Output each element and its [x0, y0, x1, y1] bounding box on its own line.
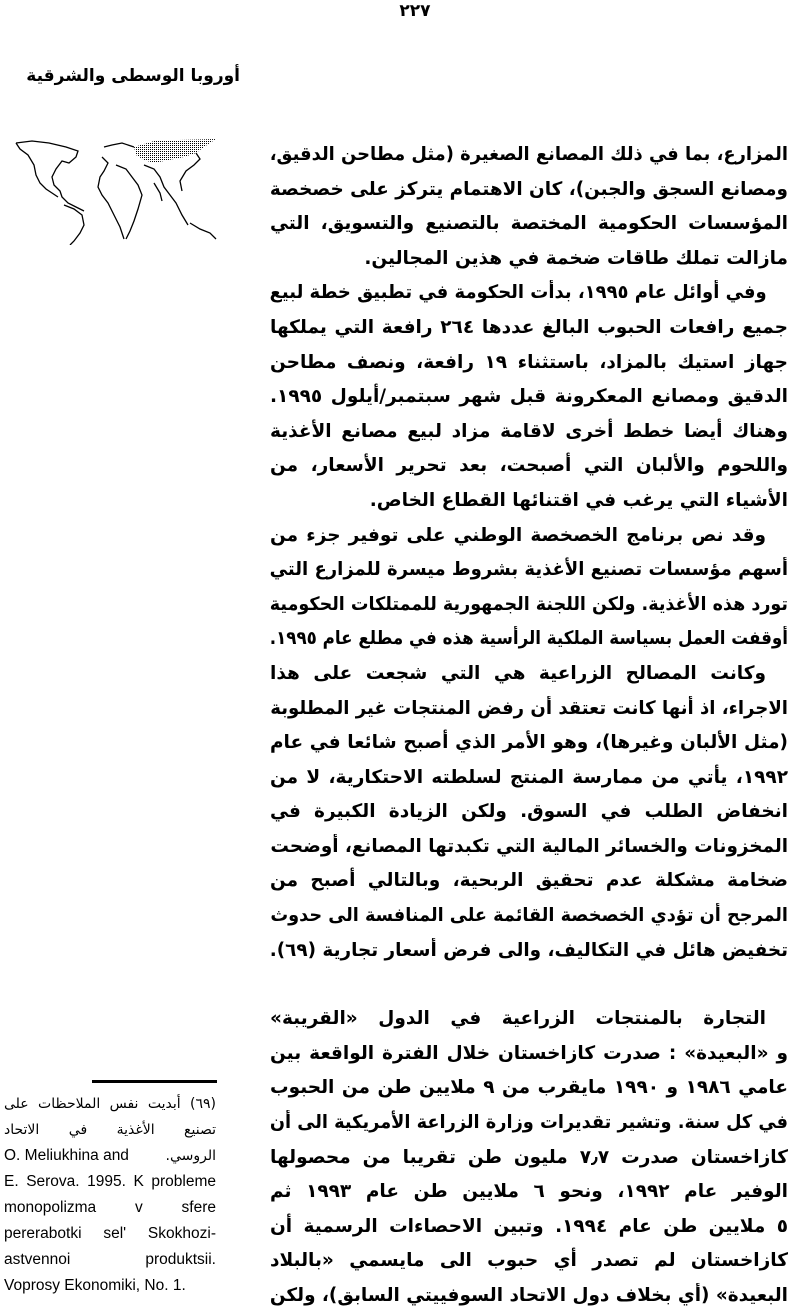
text-line [270, 1037, 788, 1072]
text-line: ٥ ملايين طن عام ١٩٩٤. وتبين الاحصاءات الرسمية أن [270, 1215, 788, 1237]
footnote-text: O. Meliukhina and [4, 1147, 129, 1164]
world-map-icon [4, 135, 219, 245]
page-number: ٢٢٧ [399, 1, 431, 21]
text-line: تورد هذه الأغذية. ولكن اللجنة الجمهورية للممتلكات الحكومية [269, 593, 788, 615]
text-line: وقد نص برنامج الخصخصة الوطني على توفير جزء من [270, 524, 766, 546]
text-line: ضخامة مشكلة عدم تحقيق الربحية، وبالتالي أصبح من [270, 870, 788, 892]
text-line: كازاخستان صدرت ٧٫٧ مليون طن تقريبا من محصولها [270, 1146, 789, 1168]
text-line: كازاخستان لم تصدر أي حبوب الى مايسمي «بالبلاد [270, 1250, 788, 1272]
footnote-rule [92, 1080, 217, 1083]
text-line: ومصانع السجق والجبن)، كان الاهتمام يتركز على خصخصة [269, 178, 788, 200]
paragraph [270, 519, 788, 657]
text-line: أسهم مؤسسات تصنيع الأغذية بشروط ميسرة للمزارع التي [269, 559, 788, 581]
text-line: المؤسسات الحكومية المختصة بالتصنيع والتسويق، التي [270, 213, 788, 235]
footnote-line: (٦٩) أبديت نفس الملاحظات على [4, 1096, 216, 1112]
text-line: أوقفت العمل بسياسة الملكية الرأسية هذه في مطلع عام ١٩٩٥. [269, 628, 788, 650]
text-line: الوفير عام ١٩٩٢، ونحو ٦ ملايين طن عام ١٩٩٣ ثم [270, 1181, 788, 1203]
text-line: تخفيض هائل في التكاليف، والى فرض أسعار تجارية (٦٩). [269, 939, 788, 961]
text-line: الأشياء التي يرغب في اقتنائها القطاع الخاص. [369, 489, 788, 511]
text-line: المزارع، بما في ذلك المصانع الصغيرة (مثل مطاحن الدقيق، [269, 144, 788, 165]
paragraph [270, 138, 788, 276]
section [270, 1002, 788, 1313]
text-line: الاجراء، اذ أنها كانت تعتقد أن رفض المنتجات غير المطلوبة [270, 697, 788, 719]
section-heading-continued: و «البعيدة» [684, 1042, 788, 1064]
text-line: (مثل الألبان وغيرها)، وهو الأمر الذي أصبح شائعا في عام [270, 732, 788, 754]
paragraph [270, 657, 788, 968]
text-line: وكانت المصالح الزراعية هي التي شجعت على هذا [270, 662, 766, 684]
text-line: البعيدة» (أي بخلاف دول الاتحاد السوفييتي السابق)، ولكن [269, 1285, 788, 1306]
main-text-column [270, 138, 788, 1314]
text-line: انخفاض الطلب في السوق. ولكن الزيادة الكبيرة في [270, 801, 788, 823]
section-heading: التجارة بالمنتجات الزراعية في الدول «القريبة» [270, 1008, 766, 1030]
footnote-line: astvennoi produktsii. [4, 1251, 216, 1268]
text-line: عامي ١٩٨٦ و ١٩٩٠ مايقرب من ٩ ملايين طن من الحبوب [270, 1077, 788, 1099]
footnote-line [4, 1143, 216, 1169]
text-line: المرجح أن تؤدي الخصخصة القائمة على المنافسة الى حدوث [270, 905, 788, 927]
text-line: جهاز استيك بالمزاد، باستثناء ١٩ رافعة، ونصف مطاحن [270, 351, 789, 373]
footnote-text: الروسي. [165, 1148, 216, 1164]
text-line: جميع رافعات الحبوب البالغ عددها ٢٦٤ رافعة التي يملكها [270, 316, 788, 338]
text-line: وفي أوائل عام ١٩٩٥، بدأت الحكومة في تطبيق خطة لبيع [269, 282, 767, 304]
footnote-line: تصنيع الأغذية في الاتحاد [4, 1122, 216, 1138]
footnote-line: Voprosy Ekonomiki, No. 1. [4, 1277, 186, 1294]
text-span: : صدرت كازاخستان خلال الفترة الواقعة بين [270, 1042, 677, 1064]
footnote-line: pererabotki sel' Skokhozi- [4, 1225, 216, 1242]
text-line: في كل سنة. وتشير تقديرات وزارة الزراعة الأمريكية الى أن [269, 1112, 788, 1134]
text-line: ١٩٩٢، يأتي من ممارسة المنتج لسلطته الاحتكارية، لا من [270, 766, 788, 788]
paragraph [270, 276, 788, 518]
footnote-line: E. Serova. 1995. K probleme [4, 1173, 216, 1190]
text-line: مازالت تملك طاقات ضخمة في هذين المجالين. [364, 247, 788, 269]
footnote-line: monopolizma v sfere [4, 1199, 216, 1216]
running-section-title: أوروبا الوسطى والشرقية [26, 66, 240, 86]
text-line: المخزونات والخسائر المالية التي تكبدتها المصانع، أوضحت [270, 835, 788, 857]
text-line: واللحوم والألبان التي أصبحت، بعد تحرير الأسعار، من [270, 455, 788, 477]
text-line: وهناك أيضا خطط أخرى لاقامة مزاد لبيع مصانع الأغذية [270, 420, 788, 442]
footnote [4, 1080, 216, 1299]
text-line: الدقيق ومصانع المعكرونة قبل شهر سبتمبر/أيلول ١٩٩٥. [270, 386, 788, 408]
